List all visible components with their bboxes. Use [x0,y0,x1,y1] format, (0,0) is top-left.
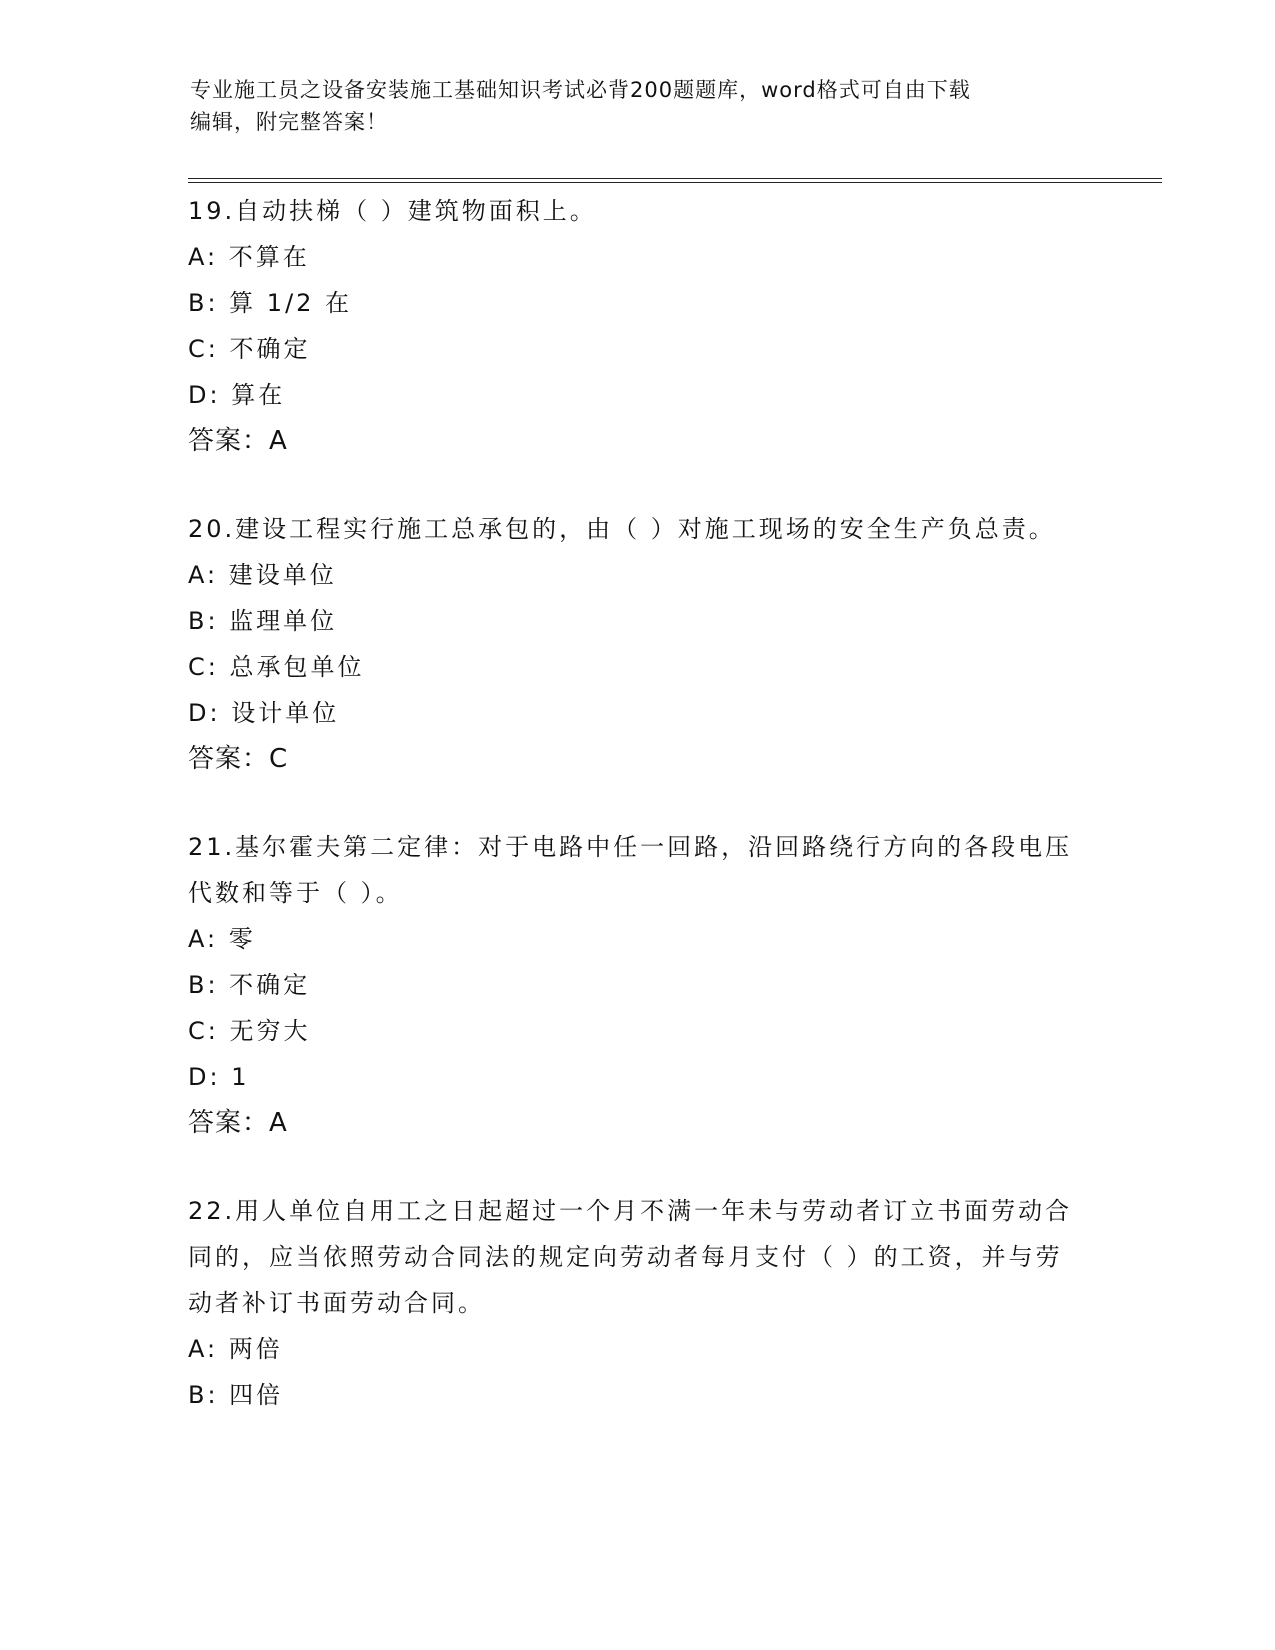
header-divider [188,178,1162,179]
question-22 [188,1188,1088,1418]
question-stem: 19.自动扶梯（ ）建筑物面积上。 [188,197,597,225]
option-a: A: 零 [188,925,256,953]
answer: 答案：C [188,744,289,774]
question-20 [188,506,1088,782]
option-c: C: 无穷大 [188,1017,311,1045]
option-b: B: 算 1/2 在 [188,289,353,317]
question-19 [188,188,1088,464]
option-d: D: 1 [188,1063,250,1091]
header-line-2: 编辑，附完整答案！ [190,110,388,134]
option-b: B: 四倍 [188,1381,284,1409]
header-line-1: 专业施工员之设备安装施工基础知识考试必背200题题库，word格式可自由下载 [190,78,971,102]
option-a: A: 建设单位 [188,561,337,589]
question-stem: 20.建设工程实行施工总承包的，由（ ）对施工现场的安全生产负总责。 [188,515,1056,543]
question-list [188,188,1088,1460]
option-d: D: 设计单位 [188,699,340,727]
option-c: C: 总承包单位 [188,653,365,681]
question-stem: 22.用人单位自用工之日起超过一个月不满一年未与劳动者订立书面劳动合同的，应当依照劳动合同法的规定向劳动者每月支付（ ）的工资，并与劳动者补订书面劳动合同。 [188,1197,1073,1317]
option-a: A: 不算在 [188,243,310,271]
question-21 [188,824,1088,1146]
option-c: C: 不确定 [188,335,311,363]
question-stem: 21.基尔霍夫第二定律：对于电路中任一回路，沿回路绕行方向的各段电压代数和等于（ ）。 [188,833,1073,907]
option-d: D: 算在 [188,381,286,409]
option-b: B: 不确定 [188,971,311,999]
option-b: B: 监理单位 [188,607,338,635]
answer: 答案：A [188,426,288,456]
option-a: A: 两倍 [188,1335,283,1363]
document-header [190,74,1070,138]
answer: 答案：A [188,1108,288,1138]
header-divider-thin [188,182,1162,183]
